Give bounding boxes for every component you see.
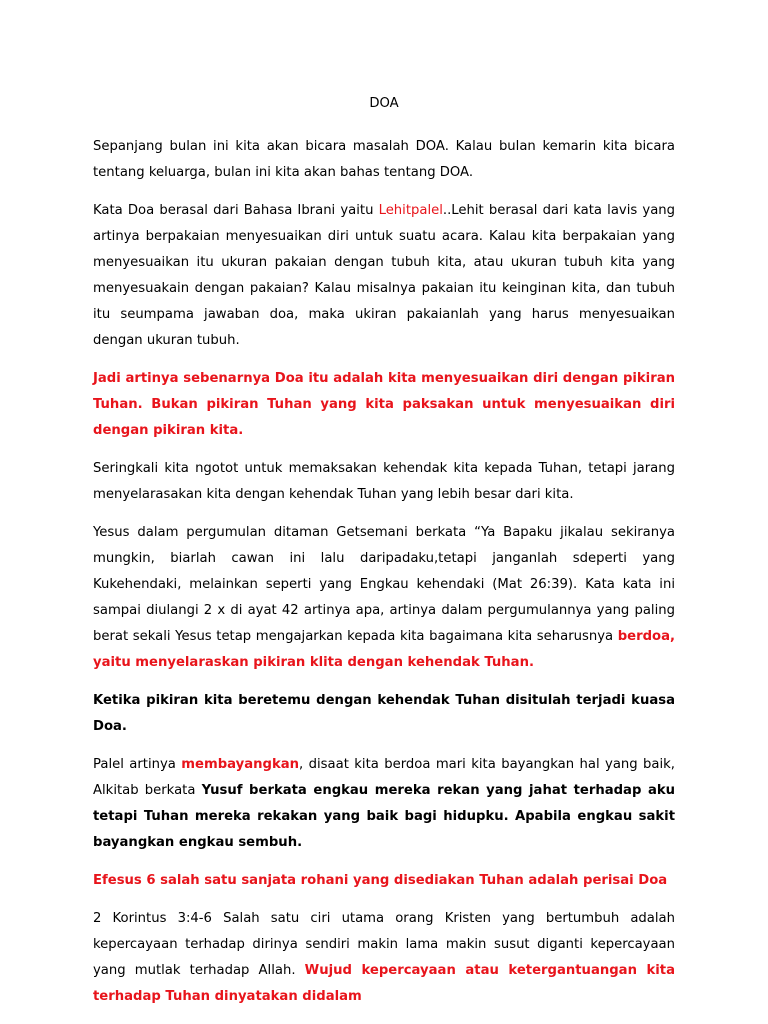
- paragraph-palel: [93, 752, 675, 856]
- paragraph-text: Kata Doa berasal dari Bahasa Ibrani yaitu: [93, 203, 379, 218]
- highlighted-term: membayangkan: [181, 757, 300, 772]
- highlighted-phrase: berdoa, yaitu menyelaraskan pikiran klita dengan kehendak Tuhan.: [93, 629, 675, 670]
- paragraph-corinthians: [93, 906, 675, 1010]
- paragraph-text: , disaat kita berdoa mari kita bayangkan hal yang baik, Alkitab berkata: [93, 757, 675, 798]
- paragraph-text: Palel artinya: [93, 757, 182, 772]
- paragraph-text: ..Lehit berasal dari kata lavis yang artinya berpakaian menyesuaikan diri untuk suatu acara. Kalau kita berpakaian yang menyesuaikan itu ukuran pakaian dengan tubuh kita, atau ukuran tubuh kita yang menyesuakain dengan pakaian? Kalau misalnya pakaian itu keinginan kita, dan tubuh itu seumpama jawaban doa, maka ukiran pakaianlah yang harus menyesuaikan dengan ukuran tubuh.: [93, 203, 676, 348]
- highlighted-term: Lehitpalel: [378, 203, 443, 218]
- paragraph-gethsemane: [93, 520, 675, 676]
- paragraph-text: 2 Korintus 3:4-6 Salah satu ciri utama orang Kristen yang bertumbuh adalah kepercayaan terhadap dirinya sendiri makin lama makin susut diganti kepercayaan yang mutlak terhadap Allah.: [93, 911, 675, 978]
- paragraph-meaning-emphasis: Jadi artinya sebenarnya Doa itu adalah kita menyesuaikan diri dengan pikiran Tuhan. Bukan pikiran Tuhan yang kita paksakan untuk menyesuaikan diri dengan pikiran kita.: [93, 371, 675, 438]
- paragraph-insistence: Seringkali kita ngotot untuk memaksakan kehendak kita kepada Tuhan, tetapi jarang menyelarasakan kita dengan kehendak Tuhan yang lebih besar dari kita.: [93, 461, 675, 502]
- highlighted-phrase: Wujud kepercayaan atau ketergantuangan kita terhadap Tuhan dinyatakan didalam: [93, 963, 675, 1004]
- paragraph-intro: Sepanjang bulan ini kita akan bicara masalah DOA. Kalau bulan kemarin kita bicara tentang keluarga, bulan ini kita akan bahas tentang DOA.: [93, 139, 675, 180]
- bold-quote: Yusuf berkata engkau mereka rekan yang jahat terhadap aku tetapi Tuhan mereka rekakan yang baik bagi hidupku. Apabila engkau sakit bayangkan engkau sembuh.: [93, 783, 676, 850]
- paragraph-ephesians: Efesus 6 salah satu sanjata rohani yang disediakan Tuhan adalah perisai Doa: [93, 873, 668, 888]
- document-title: DOA: [369, 96, 399, 111]
- paragraph-text: Yesus dalam pergumulan ditaman Getsemani berkata “Ya Bapaku jikalau sekiranya mungkin, biarlah cawan ini lalu daripadaku,tetapi janganlah sdeperti yang Kukehendaki, melainkan seperti yang Engkau kehendaki (Mat 26:39). Kata kata ini sampai diulangi 2 x di ayat 42 artinya apa, artinya dalam pergumulannya yang paling berat sekali Yesus tetap mengajarkan kepada kita bagaimana kita seharusnya: [93, 525, 675, 644]
- paragraph-power-of-prayer: Ketika pikiran kita beretemu dengan kehendak Tuhan disitulah terjadi kuasa Doa.: [93, 693, 675, 734]
- paragraph-etymology: [93, 198, 675, 354]
